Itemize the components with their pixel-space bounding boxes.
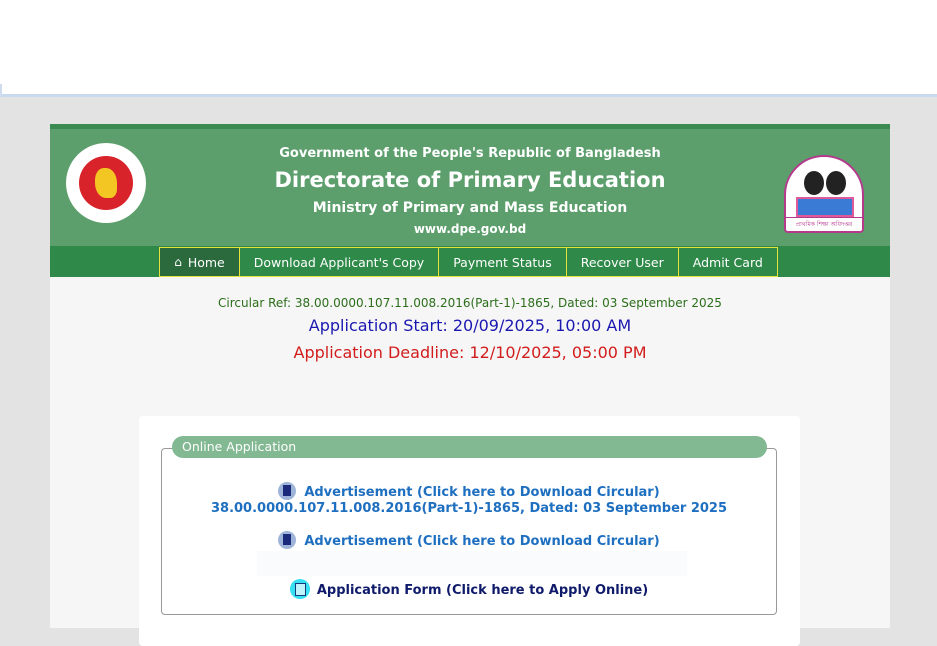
government-line: Government of the People's Republic of Bangladesh (279, 146, 661, 161)
advertisement-link-1[interactable]: Advertisement (Click here to Download Circular) (162, 482, 776, 500)
ministry-name: Ministry of Primary and Mass Education (312, 200, 628, 216)
application-deadline: Application Deadline: 12/10/2025, 05:00 PM (293, 343, 647, 362)
advertisement-ref[interactable]: 38.00.0000.107.11.008.2016(Part-1)-1865, Dated: 03 September 2025 (210, 501, 728, 516)
nav-admit-card[interactable]: Admit Card (678, 247, 778, 277)
pdf-icon (278, 531, 296, 549)
dpe-logo: প্রাথমিক শিক্ষা অধিদপ্তর (784, 155, 864, 233)
circular-ref: Circular Ref: 38.00.0000.107.11.008.2016(Part-1)-1865, Dated: 03 September 2025 (218, 296, 722, 310)
nav-payment-status[interactable]: Payment Status (438, 247, 567, 277)
online-application-card (139, 416, 800, 646)
browser-top-area (0, 0, 937, 97)
website-url: www.dpe.gov.bd (413, 222, 527, 236)
site-title: Directorate of Primary Education (274, 168, 666, 192)
application-start: Application Start: 20/09/2025, 10:00 AM (308, 316, 632, 335)
nav-download-applicant-copy[interactable]: Download Applicant's Copy (239, 247, 439, 277)
pdf-icon (278, 482, 296, 500)
form-icon (290, 579, 310, 599)
fieldset-legend: Online Application (172, 436, 767, 458)
site-header (50, 124, 890, 246)
online-application-fieldset (161, 448, 777, 615)
home-icon: ⌂ (174, 255, 182, 269)
application-form-link[interactable]: Application Form (Click here to Apply Online) (162, 579, 776, 599)
nav-recover-user[interactable]: Recover User (566, 247, 679, 277)
page-container (50, 124, 890, 628)
main-nav (50, 246, 890, 277)
advertisement-link-2[interactable]: Advertisement (Click here to Download Circular) (162, 531, 776, 549)
nav-home[interactable]: ⌂ Home (159, 247, 240, 277)
